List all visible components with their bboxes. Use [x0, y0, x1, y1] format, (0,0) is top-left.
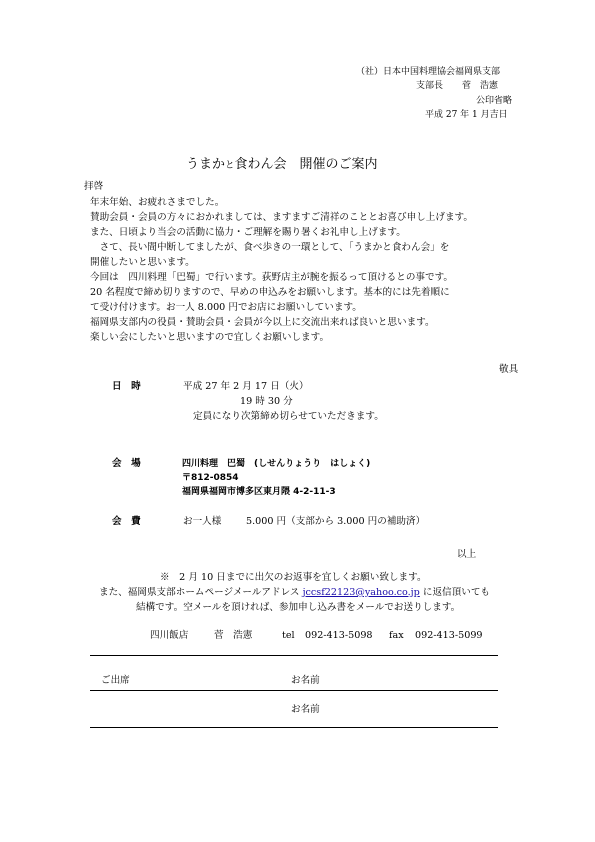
- form-bottom-line: [90, 727, 498, 728]
- body-line-1: 年末年始、お疲れさまでした。: [90, 197, 225, 208]
- email-link[interactable]: jccsf22123@yahoo.co.jp: [302, 587, 420, 598]
- venue-label: 会 場: [112, 458, 141, 469]
- body-line-9: 福岡県支部内の役員・賛助会員・会員が今以上に交流出来れば良いと思います。: [90, 317, 435, 328]
- chief-label: 支部長: [416, 81, 444, 91]
- contact-shop: 四川飯店: [150, 630, 189, 641]
- name-label-2: お名前: [291, 704, 320, 715]
- body-line-7: 20 名程度で締め切りますので、早めの申込みをお願いします。基本的には先着順に: [90, 287, 450, 298]
- date-label: 日 時: [112, 381, 141, 392]
- email-post: に返信頂いても: [422, 587, 491, 598]
- name-label-1: お名前: [291, 675, 320, 686]
- body-line-10: 楽しい会にしたいと思いますので宜しくお願いします。: [90, 332, 330, 343]
- body-line-5: 開催したいと思います。: [90, 257, 195, 268]
- deadline-note: ※ 2 月 10 日までに出欠のお返事を宜しくお願い致します。: [160, 572, 427, 583]
- fax-label: fax: [389, 630, 404, 641]
- seal-omission: 公印省略: [476, 96, 513, 106]
- body-line-8: て受け付けます。お一人 8.000 円でお店にお願いしています。: [90, 302, 362, 313]
- tel-number: 092-413-5098: [305, 630, 373, 641]
- fee-per: お一人様: [183, 516, 222, 527]
- fee-label: 会 費: [112, 516, 141, 527]
- form-top-line: [90, 655, 498, 656]
- email-line-2: 結構です。空メールを頂ければ、参加申し込み書をメールでお送りします。: [136, 602, 461, 613]
- tel-label: tel: [282, 630, 295, 641]
- time-value: 19 時 30 分: [240, 396, 293, 407]
- title-small: と: [225, 160, 235, 171]
- date-value: 平成 27 年 2 月 17 日（火）: [183, 381, 309, 392]
- contact-name: 菅 浩憲: [214, 630, 253, 641]
- chief-name: 菅 浩憲: [462, 81, 499, 91]
- greeting: 拝啓: [84, 181, 104, 192]
- page-title: [186, 157, 378, 174]
- ijou: 以上: [457, 549, 477, 560]
- title-part2: 食わん会 開催のご案内: [234, 157, 378, 172]
- org-name: （社）日本中国料理協会福岡県支部: [356, 67, 501, 77]
- form-mid-line: [90, 690, 498, 691]
- fee-value: 5.000 円（支部から 3.000 円の補助済）: [246, 516, 426, 527]
- issue-date: 平成 27 年 1 月吉日: [425, 110, 508, 120]
- body-line-2: 賛助会員・会員の方々におかれましては、ますますご清祥のこととお喜び申し上げます。: [90, 212, 473, 223]
- body-line-3: また、日頃より当会の活動に協力・ご理解を賜り暑くお礼申し上げます。: [90, 227, 406, 238]
- title-part1: うまか: [186, 157, 226, 172]
- body-line-6: 今回は 四川料理「巴蜀」で行います。荻野店主が腕を振るって頂けるとの事です。: [90, 272, 454, 283]
- venue-name: 四川料理 巴蜀 (しせんりょうり はしょく): [182, 459, 371, 469]
- body-line-4: さて、長い間中断してましたが、食べ歩きの一環として、「うまかと食わん会」を: [90, 242, 450, 253]
- attend-label: ご出席: [101, 675, 130, 686]
- fax-number: 092-413-5099: [415, 630, 483, 641]
- closing-keigu: 敬具: [499, 364, 519, 375]
- venue-zip: 〒812-0854: [182, 473, 239, 483]
- email-pre: また、福岡県支部ホームページメールアドレス: [99, 587, 300, 598]
- date-note: 定員になり次第締め切らせていただきます。: [193, 411, 384, 422]
- venue-address: 福岡県福岡市博多区東月隈 4-2-11-3: [182, 487, 336, 497]
- email-line: [99, 586, 490, 600]
